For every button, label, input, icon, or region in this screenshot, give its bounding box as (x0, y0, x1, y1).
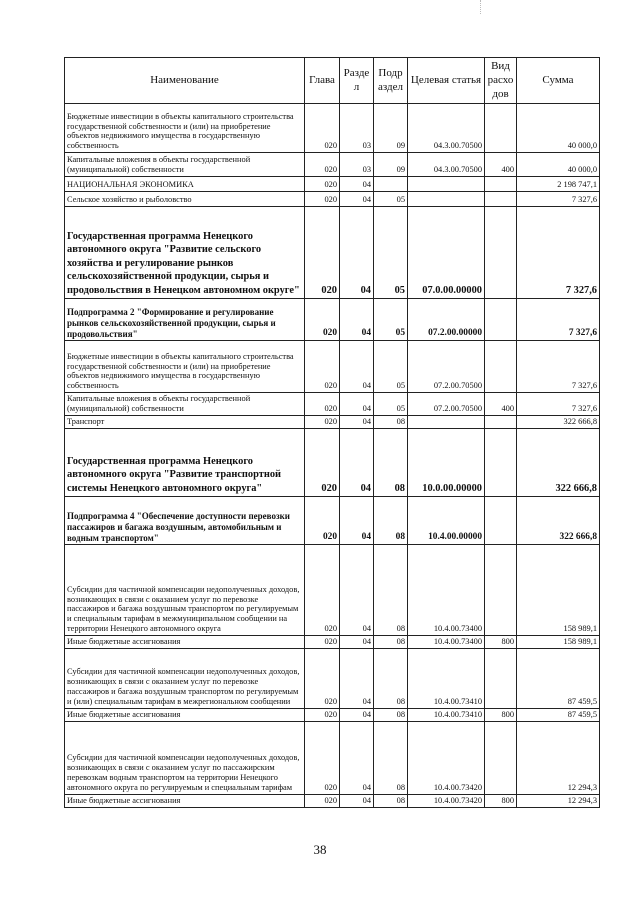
row-vid: 400 (485, 393, 517, 416)
row-name: Иные бюджетные ассигнования (65, 709, 305, 722)
row-glava: 020 (305, 709, 340, 722)
row-glava: 020 (305, 153, 340, 177)
row-razdel: 04 (340, 649, 374, 709)
row-glava: 020 (305, 393, 340, 416)
row-sum: 87 459,5 (517, 649, 600, 709)
row-sum: 87 459,5 (517, 709, 600, 722)
header-target: Целевая статья (408, 58, 485, 104)
row-name: Капитальные вложения в объекты государственной (муниципальной) собственности (65, 393, 305, 416)
row-sum: 40 000,0 (517, 153, 600, 177)
row-target: 10.4.00.73400 (408, 636, 485, 649)
row-podrazdel: 05 (374, 341, 408, 393)
table-row (65, 721, 600, 794)
row-podrazdel: 05 (374, 192, 408, 207)
row-vid (485, 429, 517, 497)
row-vid (485, 192, 517, 207)
row-sum: 158 989,1 (517, 636, 600, 649)
row-vid (485, 207, 517, 299)
row-vid: 800 (485, 709, 517, 722)
row-target: 07.2.00.70500 (408, 341, 485, 393)
row-glava: 020 (305, 545, 340, 636)
table-row (65, 104, 600, 153)
row-podrazdel: 08 (374, 636, 408, 649)
row-vid: 400 (485, 153, 517, 177)
row-name: Транспорт (65, 416, 305, 429)
row-podrazdel: 08 (374, 497, 408, 545)
header-row (65, 58, 600, 104)
row-podrazdel: 05 (374, 207, 408, 299)
row-target: 10.4.00.73420 (408, 721, 485, 794)
table-row (65, 429, 600, 497)
row-glava: 020 (305, 497, 340, 545)
row-glava: 020 (305, 636, 340, 649)
row-razdel: 03 (340, 153, 374, 177)
table-row (65, 709, 600, 722)
row-target (408, 177, 485, 192)
row-podrazdel: 09 (374, 104, 408, 153)
row-vid (485, 177, 517, 192)
row-podrazdel: 09 (374, 153, 408, 177)
table-row (65, 545, 600, 636)
row-vid (485, 104, 517, 153)
row-name: Капитальные вложения в объекты государственной (муниципальной) собственности (65, 153, 305, 177)
row-razdel: 04 (340, 393, 374, 416)
row-podrazdel: 08 (374, 649, 408, 709)
row-glava: 020 (305, 341, 340, 393)
row-podrazdel: 08 (374, 416, 408, 429)
row-sum: 7 327,6 (517, 341, 600, 393)
row-podrazdel: 08 (374, 545, 408, 636)
table-row (65, 497, 600, 545)
row-podrazdel: 08 (374, 429, 408, 497)
header-podrazdel: Подр аздел (374, 58, 408, 104)
header-name: Наименование (65, 58, 305, 104)
row-sum: 12 294,3 (517, 721, 600, 794)
row-vid (485, 497, 517, 545)
row-razdel: 04 (340, 794, 374, 807)
table-row (65, 177, 600, 192)
table-row (65, 299, 600, 341)
row-sum: 2 198 747,1 (517, 177, 600, 192)
row-vid (485, 721, 517, 794)
row-glava: 020 (305, 721, 340, 794)
row-razdel: 03 (340, 104, 374, 153)
row-vid (485, 649, 517, 709)
row-name: Иные бюджетные ассигнования (65, 636, 305, 649)
row-razdel: 04 (340, 709, 374, 722)
row-glava: 020 (305, 177, 340, 192)
budget-table (64, 57, 600, 808)
header-glava: Глава (305, 58, 340, 104)
row-razdel: 04 (340, 299, 374, 341)
row-name: Государственная программа Ненецкого автономного округа "Развитие сельского хозяйства и регулирование рынков сельскохозяйственной продукции, сырья и продовольствия в Ненецком автономном округе" (65, 207, 305, 299)
row-target: 07.2.00.00000 (408, 299, 485, 341)
row-razdel: 04 (340, 497, 374, 545)
row-name: Государственная программа Ненецкого автономного округа "Развитие транспортной системы Ненецкого автономного округа" (65, 429, 305, 497)
row-sum: 12 294,3 (517, 794, 600, 807)
header-vid: Вид расхо дов (485, 58, 517, 104)
row-podrazdel: 08 (374, 721, 408, 794)
row-razdel: 04 (340, 341, 374, 393)
row-target (408, 192, 485, 207)
header-razdel: Разде л (340, 58, 374, 104)
row-target: 10.4.00.73410 (408, 649, 485, 709)
row-target: 04.3.00.70500 (408, 153, 485, 177)
row-glava: 020 (305, 649, 340, 709)
row-podrazdel: 08 (374, 709, 408, 722)
table-row (65, 636, 600, 649)
row-podrazdel: 05 (374, 393, 408, 416)
row-vid (485, 299, 517, 341)
table-row (65, 153, 600, 177)
row-name: НАЦИОНАЛЬНАЯ ЭКОНОМИКА (65, 177, 305, 192)
table-row (65, 393, 600, 416)
row-podrazdel: 08 (374, 794, 408, 807)
row-target: 10.4.00.00000 (408, 497, 485, 545)
row-name: Сельское хозяйство и рыболовство (65, 192, 305, 207)
table-row (65, 649, 600, 709)
row-podrazdel: 05 (374, 299, 408, 341)
row-razdel: 04 (340, 177, 374, 192)
row-razdel: 04 (340, 192, 374, 207)
row-sum: 158 989,1 (517, 545, 600, 636)
row-target: 10.4.00.73420 (408, 794, 485, 807)
row-name: Бюджетные инвестиции в объекты капитального строительства государственной собственности и (или) на приобретение объектов недвижимого имущества в государственную собственность (65, 104, 305, 153)
row-razdel: 04 (340, 416, 374, 429)
table-row (65, 341, 600, 393)
row-name: Субсидии для частичной компенсации недополученных доходов, возникающих в связи с оказанием услуг по перевозке пассажиров и багажа воздушным транспортом по регулируемым и специальным тарифам в межмуниципальном сообщении на территории Ненецкого автономного округа (65, 545, 305, 636)
row-name: Субсидии для частичной компенсации недополученных доходов, возникающих в связи с оказанием услуг по пассажирским перевозкам водным транспортом на территории Ненецкого автономного округа по регулируемым и специальным тарифам (65, 721, 305, 794)
table-row (65, 794, 600, 807)
row-glava: 020 (305, 416, 340, 429)
row-glava: 020 (305, 207, 340, 299)
row-glava: 020 (305, 429, 340, 497)
table-body (65, 104, 600, 808)
row-razdel: 04 (340, 636, 374, 649)
row-target: 10.0.00.00000 (408, 429, 485, 497)
table-row (65, 192, 600, 207)
row-glava: 020 (305, 794, 340, 807)
row-name: Подпрограмма 2 "Формирование и регулирование рынков сельскохозяйственной продукции, сырья и продовольствия" (65, 299, 305, 341)
row-target: 04.3.00.70500 (408, 104, 485, 153)
row-target: 07.2.00.70500 (408, 393, 485, 416)
row-sum: 322 666,8 (517, 429, 600, 497)
row-vid: 800 (485, 794, 517, 807)
row-razdel: 04 (340, 429, 374, 497)
row-razdel: 04 (340, 721, 374, 794)
row-name: Субсидии для частичной компенсации недополученных доходов, возникающих в связи с оказанием услуг по перевозке пассажиров и багажа воздушным транспортом по регулируемым и (или) специальным тарифам в межрегиональном сообщении (65, 649, 305, 709)
row-target: 10.4.00.73410 (408, 709, 485, 722)
row-target: 10.4.00.73400 (408, 545, 485, 636)
row-name: Иные бюджетные ассигнования (65, 794, 305, 807)
row-vid (485, 341, 517, 393)
table-row (65, 416, 600, 429)
row-glava: 020 (305, 192, 340, 207)
row-name: Бюджетные инвестиции в объекты капитального строительства государственной собственности и (или) на приобретение объектов недвижимого имущества в государственную собственность (65, 341, 305, 393)
row-target: 07.0.00.00000 (408, 207, 485, 299)
row-razdel: 04 (340, 207, 374, 299)
row-sum: 7 327,6 (517, 192, 600, 207)
row-target (408, 416, 485, 429)
row-razdel: 04 (340, 545, 374, 636)
row-sum: 322 666,8 (517, 416, 600, 429)
row-vid (485, 416, 517, 429)
row-sum: 322 666,8 (517, 497, 600, 545)
header-sum: Сумма (517, 58, 600, 104)
row-sum: 40 000,0 (517, 104, 600, 153)
row-glava: 020 (305, 299, 340, 341)
table-row (65, 207, 600, 299)
row-vid (485, 545, 517, 636)
row-name: Подпрограмма 4 "Обеспечение доступности перевозки пассажиров и багажа воздушным, автомобильным и водным транспортом" (65, 497, 305, 545)
row-podrazdel (374, 177, 408, 192)
row-sum: 7 327,6 (517, 207, 600, 299)
row-sum: 7 327,6 (517, 393, 600, 416)
page-number: 38 (313, 842, 327, 857)
row-glava: 020 (305, 104, 340, 153)
scan-mark (480, 0, 482, 14)
row-vid: 800 (485, 636, 517, 649)
row-sum: 7 327,6 (517, 299, 600, 341)
